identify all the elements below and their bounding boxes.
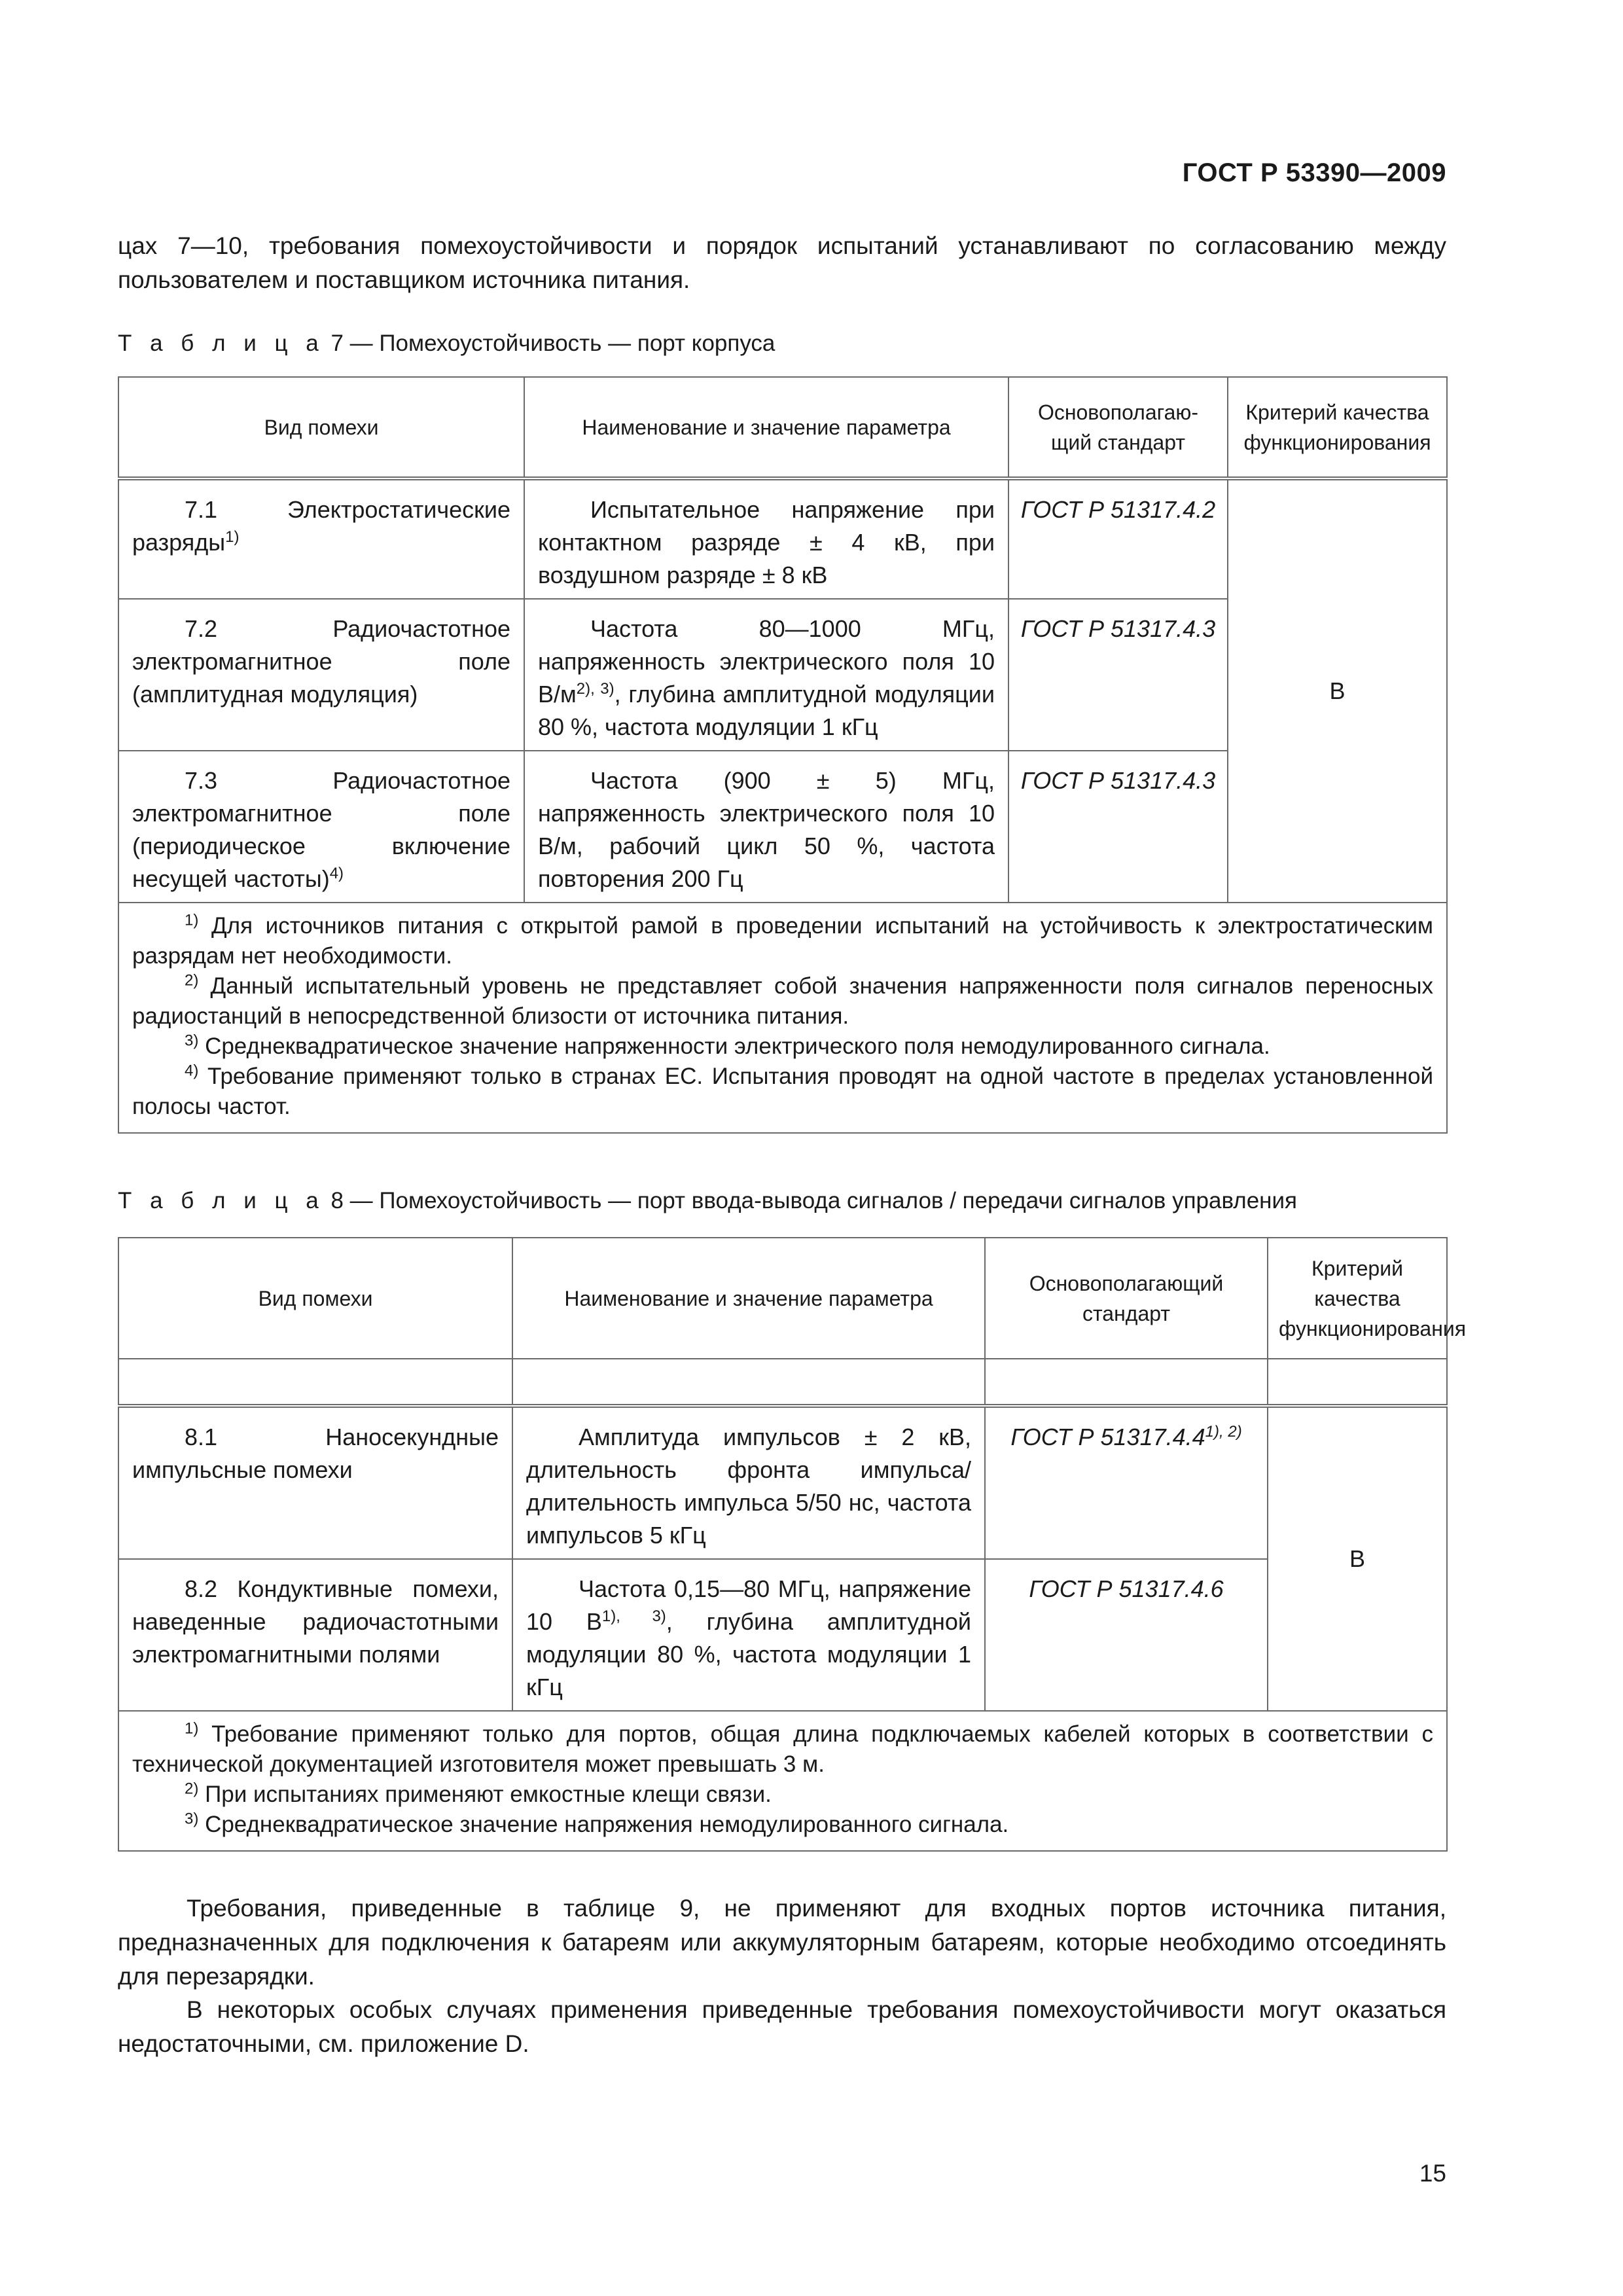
table8-footnote: $^{2)}$ При испытаниях применяют емкостные клещи связи. (185, 1780, 772, 1807)
table8-header-std: Основополагающий стандарт (985, 1238, 1268, 1359)
table7-row-7-1 (118, 478, 1447, 599)
table8-empty-cell (1268, 1359, 1447, 1406)
table7-cell-kind: 7.2 Радиочастотное электромагнитное поле (амплитудная модуляция) (118, 599, 524, 751)
table7-cell-param: Частота (900 ± 5) МГц, напряженность электрического поля 10 В/м, рабочий цикл 50 %, частота повторения 200 Гц (524, 751, 1008, 903)
table8-header-kind: Вид помехи (118, 1238, 512, 1359)
table7-cell-param: Испытательное напряжение при контактном разряде ± 4 кВ, при воздушном разряде ± 8 кВ (524, 478, 1008, 599)
table7-caption (118, 331, 775, 357)
table8-cell-criterion: B (1268, 1406, 1447, 1711)
table8-notes-row (118, 1711, 1447, 1851)
table8-row-8-1 (118, 1406, 1447, 1559)
table8-caption-prefix: Т а б л и ц а (118, 1188, 325, 1213)
table7-notes-row (118, 903, 1447, 1133)
table7-cell-std: ГОСТ Р 51317.4.3 (1008, 751, 1228, 903)
table8-row-8-2 (118, 1559, 1447, 1711)
table7-cell-kind: 7.3 Радиочастотное электромагнитное поле (периодическое включение несущей частоты)$^{4)}$ (118, 751, 524, 903)
table7-header-row (118, 377, 1447, 478)
table7-caption-prefix: Т а б л и ц а (118, 331, 325, 356)
table7-cell-param: Частота 80—1000 МГц, напряженность электрического поля 10 $В/м^{2), 3)}$, глубина амплитудной модуляции 80 %, частота модуляции 1 кГц (524, 599, 1008, 751)
table8-empty-cell (985, 1359, 1268, 1406)
table8-cell-param: Амплитуда импульсов ± 2 кВ, длительность фронта импульса/длительность импульса 5/50 нс, частота импульсов 5 кГц (512, 1406, 985, 1559)
table8-header-param: Наименование и значение параметра (512, 1238, 985, 1359)
table7-cell-std: ГОСТ Р 51317.4.2 (1008, 478, 1228, 599)
table7-header-kind: Вид помехи (118, 377, 524, 478)
table7-footnote: $^{4)}$ Требование применяют только в странах ЕС. Испытания проводят на одной частоте в пределах установленной полосы частот. (132, 1062, 1433, 1119)
intro-paragraph: цах 7—10, требования помехоустойчивости и порядок испытаний устанавливают по согласованию между пользователем и поставщиком источника питания. (118, 232, 1446, 293)
table7-cell-std: ГОСТ Р 51317.4.3 (1008, 599, 1228, 751)
table8-header-criterion: Критерий качества функционирования (1268, 1238, 1447, 1359)
table8-cell-kind: 8.1 Наносекундные импульсные помехи (118, 1406, 512, 1559)
table8-caption-title: 8 — Помехоустойчивость — порт ввода-вывода сигналов / передачи сигналов управления (330, 1188, 1297, 1213)
table7-cell-kind: 7.1 Электростатические разряды$^{1)}$ (118, 478, 524, 599)
table7-footnotes (118, 903, 1447, 1133)
table7-cell-criterion: B (1228, 478, 1447, 903)
table8-footnotes (118, 1711, 1447, 1851)
table8-footnote: $^{3)}$ Среднеквадратическое значение напряжения немодулированного сигнала. (185, 1810, 1009, 1837)
table7-footnote: $^{2)}$ Данный испытательный уровень не представляет собой значения напряженности поля сигналов переносных радиостанций в непосредственной близости от источника питания. (132, 971, 1433, 1029)
table-8 (118, 1237, 1467, 1852)
table8-header-row (118, 1238, 1447, 1359)
table-7 (118, 376, 1448, 1134)
body-paragraph: В некоторых особых случаях применения приведенные требования помехоустойчивости могут оказаться недостаточными, см. приложение D. (118, 1996, 1446, 2057)
page-number: 15 (1419, 2160, 1446, 2187)
table7-header-param: Наименование и значение параметра (524, 377, 1008, 478)
table7-header-std: Основополагаю-щий стандарт (1008, 377, 1228, 478)
table8-footnote: $^{1)}$ Требование применяют только для портов, общая длина подключаемых кабелей которых в соответствии с технической документацией изготовителя может превышать 3 м. (132, 1719, 1433, 1777)
table8-empty-cell (512, 1359, 985, 1406)
table7-caption-title: 7 — Помехоустойчивость — порт корпуса (330, 331, 776, 356)
table8-cell-param: Частота 0,15—80 МГц, напряжение 10 $В^{1), 3)}$, глубина амплитудной модуляции 80 %, частота модуляции 1 кГц (512, 1559, 985, 1711)
table7-header-criterion: Критерий качества функционирования (1228, 377, 1447, 478)
table7-footnote: $^{1)}$ Для источников питания с открытой рамой в проведении испытаний на устойчивость к электростатическим разрядам нет необходимости. (132, 911, 1433, 969)
table8-empty-cell (118, 1359, 512, 1406)
body-paragraph: Требования, приведенные в таблице 9, не применяют для входных портов источника питания, предназначенных для подключения к батареям или аккумуляторным батареям, которые необходимо отсоединять для перезарядки. (118, 1895, 1446, 1990)
table8-caption (118, 1188, 1297, 1214)
table8-cell-std: ГОСТ Р 51317.4.6 (985, 1559, 1268, 1711)
table8-cell-kind: 8.2 Кондуктивные помехи, наведенные радиочастотными электромагнитными полями (118, 1559, 512, 1711)
table8-cell-std: ГОСТ Р $51317.4.4^{1), 2)}$ (985, 1406, 1268, 1559)
table7-footnote: $^{3)}$ Среднеквадратическое значение напряженности электрического поля немодулированного сигнала. (185, 1031, 1270, 1059)
table8-numbering-row (118, 1359, 1447, 1406)
document-code: ГОСТ Р 53390—2009 (1182, 158, 1446, 187)
